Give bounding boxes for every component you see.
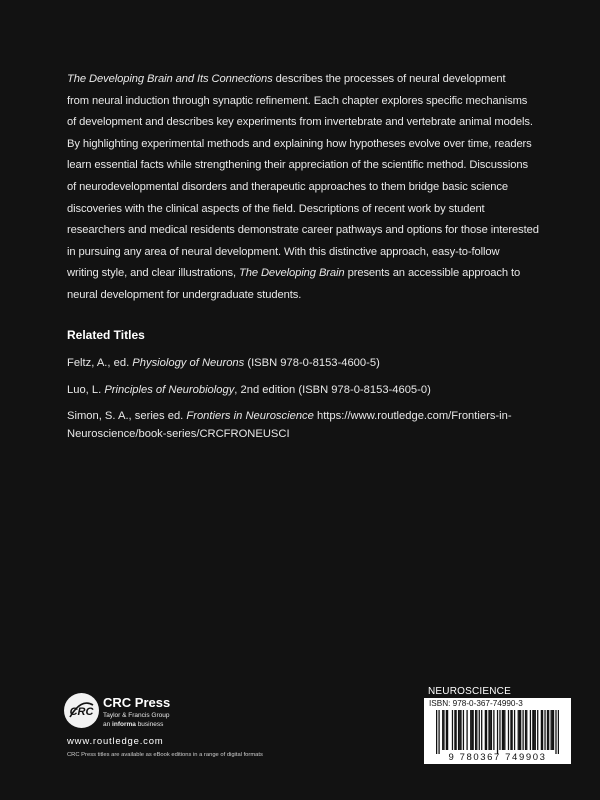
barcode-bars <box>436 710 559 754</box>
barcode-bar <box>508 710 509 750</box>
barcode-bar <box>512 710 513 750</box>
barcode-bar <box>497 710 498 754</box>
publisher-name: CRC Press <box>103 695 171 710</box>
barcode-bar <box>447 710 448 750</box>
book-description <box>67 69 547 307</box>
related-titles-heading: Related Titles <box>67 328 145 342</box>
barcode-bar <box>548 710 549 750</box>
barcode-bar <box>544 710 545 750</box>
barcode-bar <box>503 710 504 750</box>
barcode-bar <box>542 710 543 750</box>
barcode-bar <box>520 710 521 750</box>
barcode-bar <box>493 710 494 750</box>
description-line: neural development for undergraduate students. <box>67 288 302 301</box>
related-title-entry: Feltz, A., ed. Physiology of Neurons (ISBN 978-0-8153-4600-5) <box>67 357 380 369</box>
barcode-digits: 9 780367 749903 <box>448 752 547 763</box>
barcode-bar <box>471 710 472 750</box>
barcode-bar <box>522 710 523 750</box>
barcode-bar <box>499 710 500 750</box>
barcode-bar <box>533 710 534 750</box>
barcode-bar <box>460 710 461 750</box>
subject-category: NEUROSCIENCE <box>428 686 511 697</box>
description-line: learn essential facts while strengthening their appreciation of the scientific method. Discussions <box>67 159 528 172</box>
barcode-bar <box>481 710 482 750</box>
barcode-bar <box>541 710 542 750</box>
barcode-bar <box>518 710 519 750</box>
description-line: writing style, and clear illustrations, The Developing Brain presents an accessible approach to <box>67 267 521 280</box>
description-line: from neural induction through synaptic refinement. Each chapter explores specific mechanisms <box>67 94 528 107</box>
barcode-bar <box>547 710 548 750</box>
barcode-bar <box>490 710 491 750</box>
barcode-bar <box>525 710 526 750</box>
barcode-bar <box>438 710 439 754</box>
ebook-availability-note: CRC Press titles are available as eBook editions in a range of digital formats <box>67 752 263 758</box>
barcode-bar <box>555 710 556 754</box>
barcode-bar <box>470 710 471 750</box>
barcode-bar <box>486 710 487 750</box>
description-line: of development and describes key experiments from invertebrate and vertebrate animal models. <box>67 116 533 129</box>
barcode-bar <box>463 710 464 750</box>
related-title-entry: Luo, L. Principles of Neurobiology, 2nd edition (ISBN 978-0-8153-4605-0) <box>67 384 431 396</box>
crc-press-logo <box>64 693 99 728</box>
publisher-website: www.routledge.com <box>67 736 164 747</box>
isbn-barcode <box>424 698 571 764</box>
barcode-bar <box>532 710 533 750</box>
barcode-bar <box>550 710 551 750</box>
barcode-bar <box>537 710 538 750</box>
barcode-bar <box>476 710 477 750</box>
description-line: By highlighting experimental methods and explaining how hypotheses evolve over time, readers <box>67 137 532 150</box>
barcode-bar <box>535 710 536 750</box>
barcode-bar <box>519 710 520 750</box>
barcode-bar <box>475 710 476 750</box>
barcode-bar <box>553 710 554 750</box>
barcode-bar <box>479 710 480 750</box>
description-line: in pursuing any area of neural development. With this distinctive approach, easy-to-follow <box>67 245 500 258</box>
barcode-bar <box>485 710 486 750</box>
barcode-bar <box>436 710 437 754</box>
logo-text: CRC <box>69 706 94 718</box>
barcode-bar <box>526 710 527 750</box>
barcode-bar <box>488 710 489 750</box>
barcode-bar <box>510 710 511 750</box>
description-line: researchers and medical residents demonstrate career pathways and options for those interested <box>67 224 539 237</box>
publisher-business-line: an informa business <box>103 721 164 728</box>
barcode-bar <box>446 710 447 750</box>
barcode-bar <box>455 710 456 750</box>
barcode-bar <box>459 710 460 750</box>
barcode-bar <box>473 710 474 750</box>
related-title-entry: Simon, S. A., series ed. Frontiers in Neuroscience https://www.routledge.com/Frontiers-in- Neuroscience/book-series/CRCFRONEUSCI <box>67 410 512 440</box>
publisher-group: Taylor & Francis Group <box>103 712 170 719</box>
description-line: of neurodevelopmental disorders and therapeutic approaches to them bridge basic science <box>67 180 508 193</box>
description-line: The Developing Brain and Its Connections describes the processes of neural development <box>67 73 506 85</box>
barcode-bar <box>514 710 515 750</box>
barcode-bar <box>452 710 453 750</box>
barcode-bar <box>466 710 467 750</box>
description-line: discoveries with the clinical aspects of the field. Descriptions of recent work by student <box>67 202 485 215</box>
barcode-bar <box>552 710 553 750</box>
barcode-bar <box>504 710 505 750</box>
barcode-bar <box>530 710 531 750</box>
barcode-bar <box>454 710 455 750</box>
barcode-bar <box>442 710 443 750</box>
barcode-bar <box>443 710 444 750</box>
barcode-bar <box>558 710 559 754</box>
barcode-bar <box>491 710 492 750</box>
barcode-bar <box>458 710 459 750</box>
barcode-bar <box>502 710 503 750</box>
isbn-number: ISBN: 978-0-367-74990-3 <box>429 699 523 708</box>
